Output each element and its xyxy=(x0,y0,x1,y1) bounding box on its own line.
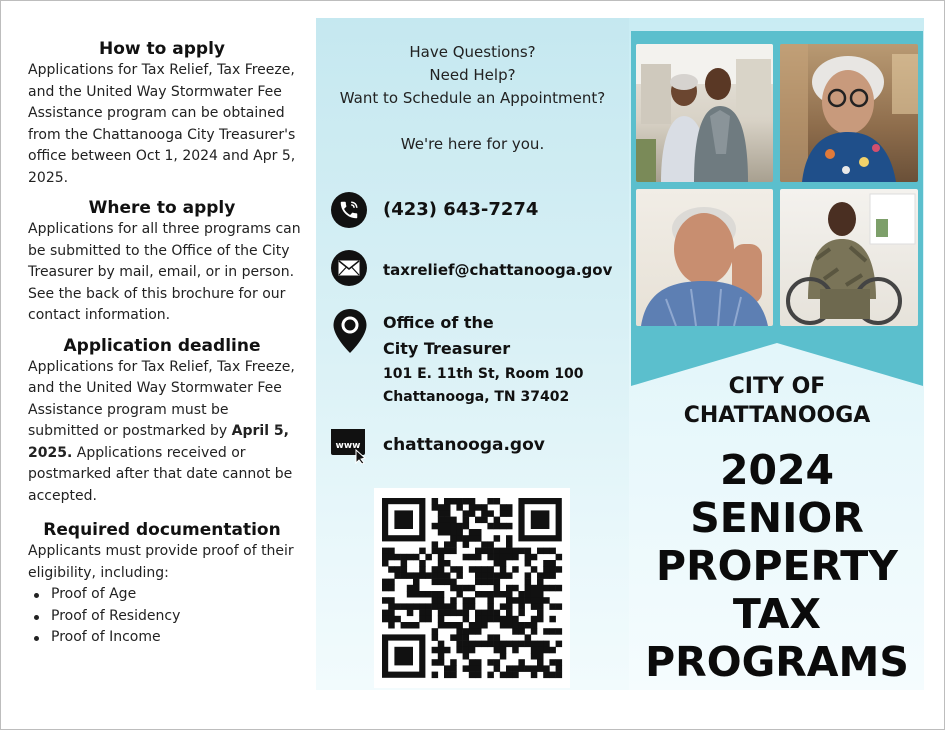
left-panel xyxy=(22,38,302,657)
photo-senior-couple xyxy=(636,44,773,182)
question-1: Have Questions? xyxy=(409,43,536,61)
document-item-residency: Proof of Residency xyxy=(34,606,302,628)
address-line-1: 101 E. 11th St, Room 100 xyxy=(383,366,584,382)
deadline-text-part-2: Applications received or postmarked after that date cannot be accepted. xyxy=(28,444,293,504)
qr-code-graphic xyxy=(374,488,570,688)
contact-panel xyxy=(316,18,629,690)
document-item-income: Proof of Income xyxy=(34,627,302,649)
office-address xyxy=(383,363,584,409)
document-item-age: Proof of Age xyxy=(34,584,302,606)
website-link[interactable]: chattanooga.gov xyxy=(383,435,545,455)
address-line-2: Chattanooga, TN 37402 xyxy=(383,389,570,405)
web-icon xyxy=(330,428,368,464)
deadline-text-part-1: Applications for Tax Relief, Tax Freeze, and the United Way Stormwater Fee Assistance program must be submitted or postmarked by xyxy=(28,358,295,439)
application-deadline-section xyxy=(22,335,302,508)
deadline-date: April 5, 2025. xyxy=(28,423,289,461)
office-name xyxy=(383,310,510,362)
photo-senior-man xyxy=(636,189,773,326)
www-label: www xyxy=(335,441,361,451)
application-deadline-title: Application deadline xyxy=(63,335,261,356)
location-pin-icon xyxy=(330,307,370,355)
question-3: Want to Schedule an Appointment? xyxy=(339,89,606,107)
phone-number[interactable]: (423) 643-7274 xyxy=(383,199,539,220)
photo-veteran-wheelchair xyxy=(780,189,918,326)
title-programs: PROGRAMS xyxy=(645,638,909,686)
required-documentation-section xyxy=(22,519,302,649)
city-line-1: CITY OF xyxy=(728,374,826,399)
title-year: 2024 xyxy=(719,446,835,494)
qr-code[interactable] xyxy=(374,488,570,688)
title-property: PROPERTY xyxy=(656,542,898,590)
email-address[interactable]: taxrelief@chattanooga.gov xyxy=(383,261,613,279)
where-to-apply-section xyxy=(22,197,302,327)
here-for-you-text: We're here for you. xyxy=(400,135,545,153)
office-line-1: Office of the xyxy=(383,313,494,332)
required-documentation-intro: Applicants must provide proof of their eligibility, including: xyxy=(28,543,294,581)
how-to-apply-title: How to apply xyxy=(99,39,225,59)
question-2: Need Help? xyxy=(429,66,516,84)
city-line-2: CHATTANOOGA xyxy=(683,403,871,428)
title-tax: TAX xyxy=(732,590,822,638)
required-documents-list xyxy=(22,584,302,649)
how-to-apply-text: Applications for Tax Relief, Tax Freeze, and the United Way Stormwater Fee Assistance program can be obtained from the Chattanooga City Treasurer's office between Oct 1, 2024 and Apr 5, 2025. xyxy=(28,62,296,186)
application-deadline-text xyxy=(22,357,302,508)
where-to-apply-title: Where to apply xyxy=(88,198,236,218)
phone-icon xyxy=(331,192,367,228)
required-documentation-title: Required documentation xyxy=(43,520,281,540)
where-to-apply-text: Applications for all three programs can be submitted to the Office of the City Treasurer by mail, email, or in person. See the back of this brochure for our contact information. xyxy=(28,221,301,323)
help-questions xyxy=(316,41,629,156)
city-name xyxy=(631,372,923,430)
photo-senior-woman-glasses xyxy=(780,44,918,182)
envelope-icon xyxy=(331,250,367,286)
office-line-2: City Treasurer xyxy=(383,339,511,358)
how-to-apply-section xyxy=(22,38,302,189)
title-senior: SENIOR xyxy=(690,494,864,542)
